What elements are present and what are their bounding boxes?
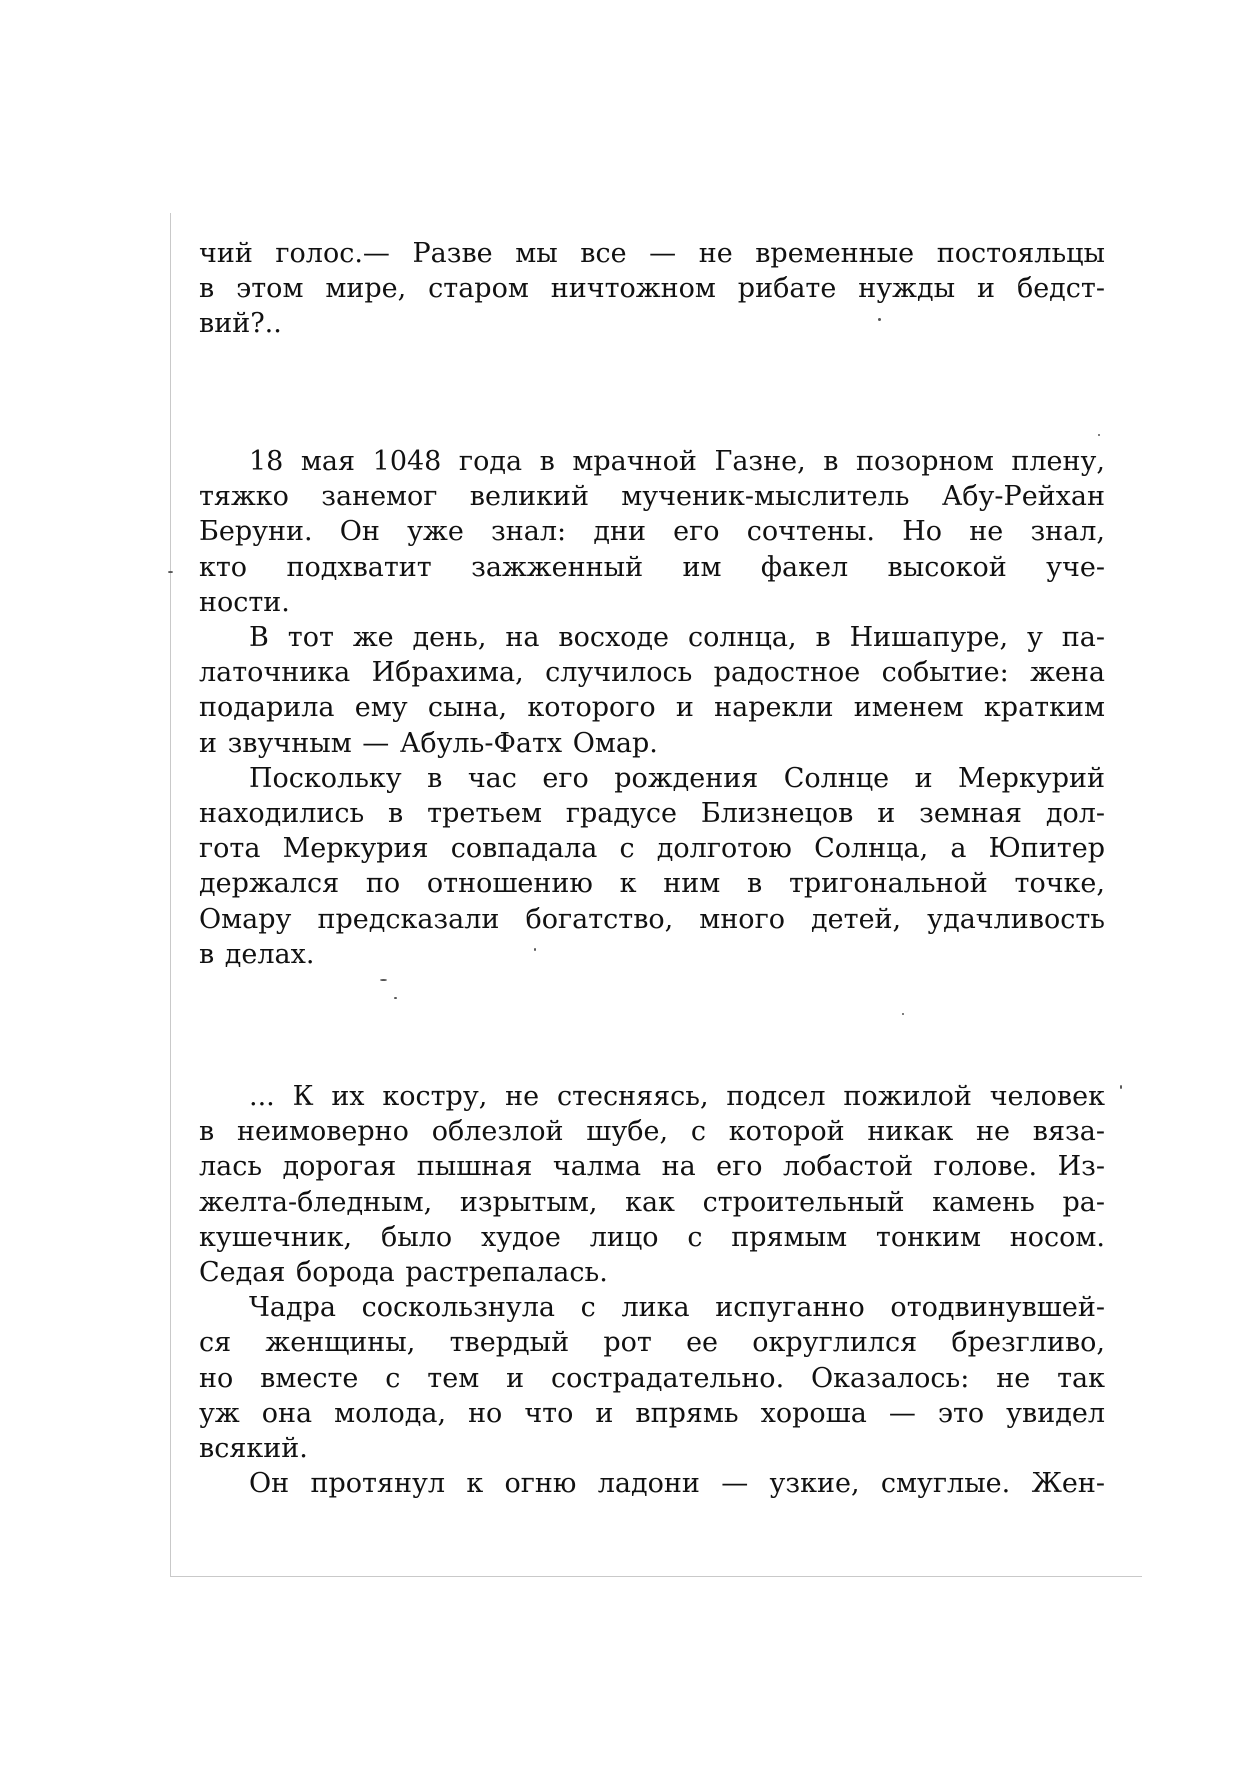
text-line: В тот же день, на восходе солнца, в Нишапуре, у па- xyxy=(249,622,1105,654)
text-line: Беруни. Он уже знал: дни его сочтены. Но не знал, xyxy=(199,516,1105,548)
text-line: в этом мире, старом ничтожном рибате нужды и бедст- xyxy=(199,273,1105,305)
scan-speck xyxy=(1098,434,1100,436)
text-line: латочника Ибрахима, случилось радостное событие: жена xyxy=(199,657,1105,689)
text-line: в делах. xyxy=(199,938,315,970)
scan-speck xyxy=(394,997,397,999)
scan-speck xyxy=(1120,1085,1122,1089)
text-line: кушечник, было худое лицо с прямым тонким носом. xyxy=(199,1221,1105,1253)
scan-speck xyxy=(168,571,173,573)
text-section-2 xyxy=(199,444,1105,972)
text-line: ся женщины, твердый рот ее округлился брезгливо, xyxy=(199,1327,1105,1359)
paragraph xyxy=(199,620,1105,761)
paragraph xyxy=(199,444,1105,620)
text-line: кто подхватит зажженный им факел высокой уче- xyxy=(199,551,1105,583)
text-line: гота Меркурия совпадала с долготою Солнца, а Юпитер xyxy=(199,833,1105,865)
text-line: ности. xyxy=(199,586,290,618)
scan-edge-left xyxy=(170,213,171,1576)
text-line: всякий. xyxy=(199,1433,308,1465)
text-line: тяжко занемог великий мученик-мыслитель Абу-Рейхан xyxy=(199,481,1105,513)
text-line: Омару предсказали богатство, много детей, удачливость xyxy=(199,903,1105,935)
paragraph xyxy=(199,761,1105,972)
text-line: но вместе с тем и сострадательно. Оказалось: не так xyxy=(199,1362,1105,1394)
scan-edge-bottom xyxy=(170,1576,1142,1577)
text-line: Чадра соскользнула с лика испуганно отодвинувшей- xyxy=(249,1292,1105,1324)
text-line: Поскольку в час его рождения Солнце и Меркурий xyxy=(249,762,1105,794)
text-line: держался по отношению к ним в тригональной точке, xyxy=(199,868,1105,900)
scan-speck xyxy=(902,1013,904,1015)
text-line: вий?.. xyxy=(199,308,282,340)
text-line: чий голос.— Разве мы все — не временные постояльцы xyxy=(199,238,1105,269)
text-line: находились в третьем градусе Близнецов и земная дол- xyxy=(199,798,1105,830)
text-section-1 xyxy=(199,236,1105,342)
text-line: в неимоверно облезлой шубе, с которой никак не вяза- xyxy=(199,1116,1105,1148)
text-line: ... К их костру, не стесняясь, подсел пожилой человек xyxy=(249,1081,1105,1112)
text-line: Седая борода растрепалась. xyxy=(199,1257,608,1289)
text-section-3 xyxy=(199,1079,1105,1501)
text-line: и звучным — Абуль-Фатх Омар. xyxy=(199,727,658,759)
paragraph xyxy=(199,1079,1105,1290)
text-line: уж она молода, но что и впрямь хороша — это увидел xyxy=(199,1397,1105,1429)
paragraph xyxy=(199,236,1105,342)
paragraph xyxy=(199,1466,1105,1501)
text-line: Он протянул к огню ладони — узкие, смуглые. Жен- xyxy=(249,1468,1105,1500)
text-line: лась дорогая пышная чалма на его лобастой голове. Из- xyxy=(199,1151,1105,1183)
paragraph xyxy=(199,1290,1105,1466)
text-line: подарила ему сына, которого и нарекли именем кратким xyxy=(199,692,1105,724)
text-line: желта-бледным, изрытым, как строительный камень ра- xyxy=(199,1186,1105,1218)
text-line: 18 мая 1048 года в мрачной Газне, в позорном плену, xyxy=(249,446,1105,477)
scan-speck xyxy=(380,979,387,981)
